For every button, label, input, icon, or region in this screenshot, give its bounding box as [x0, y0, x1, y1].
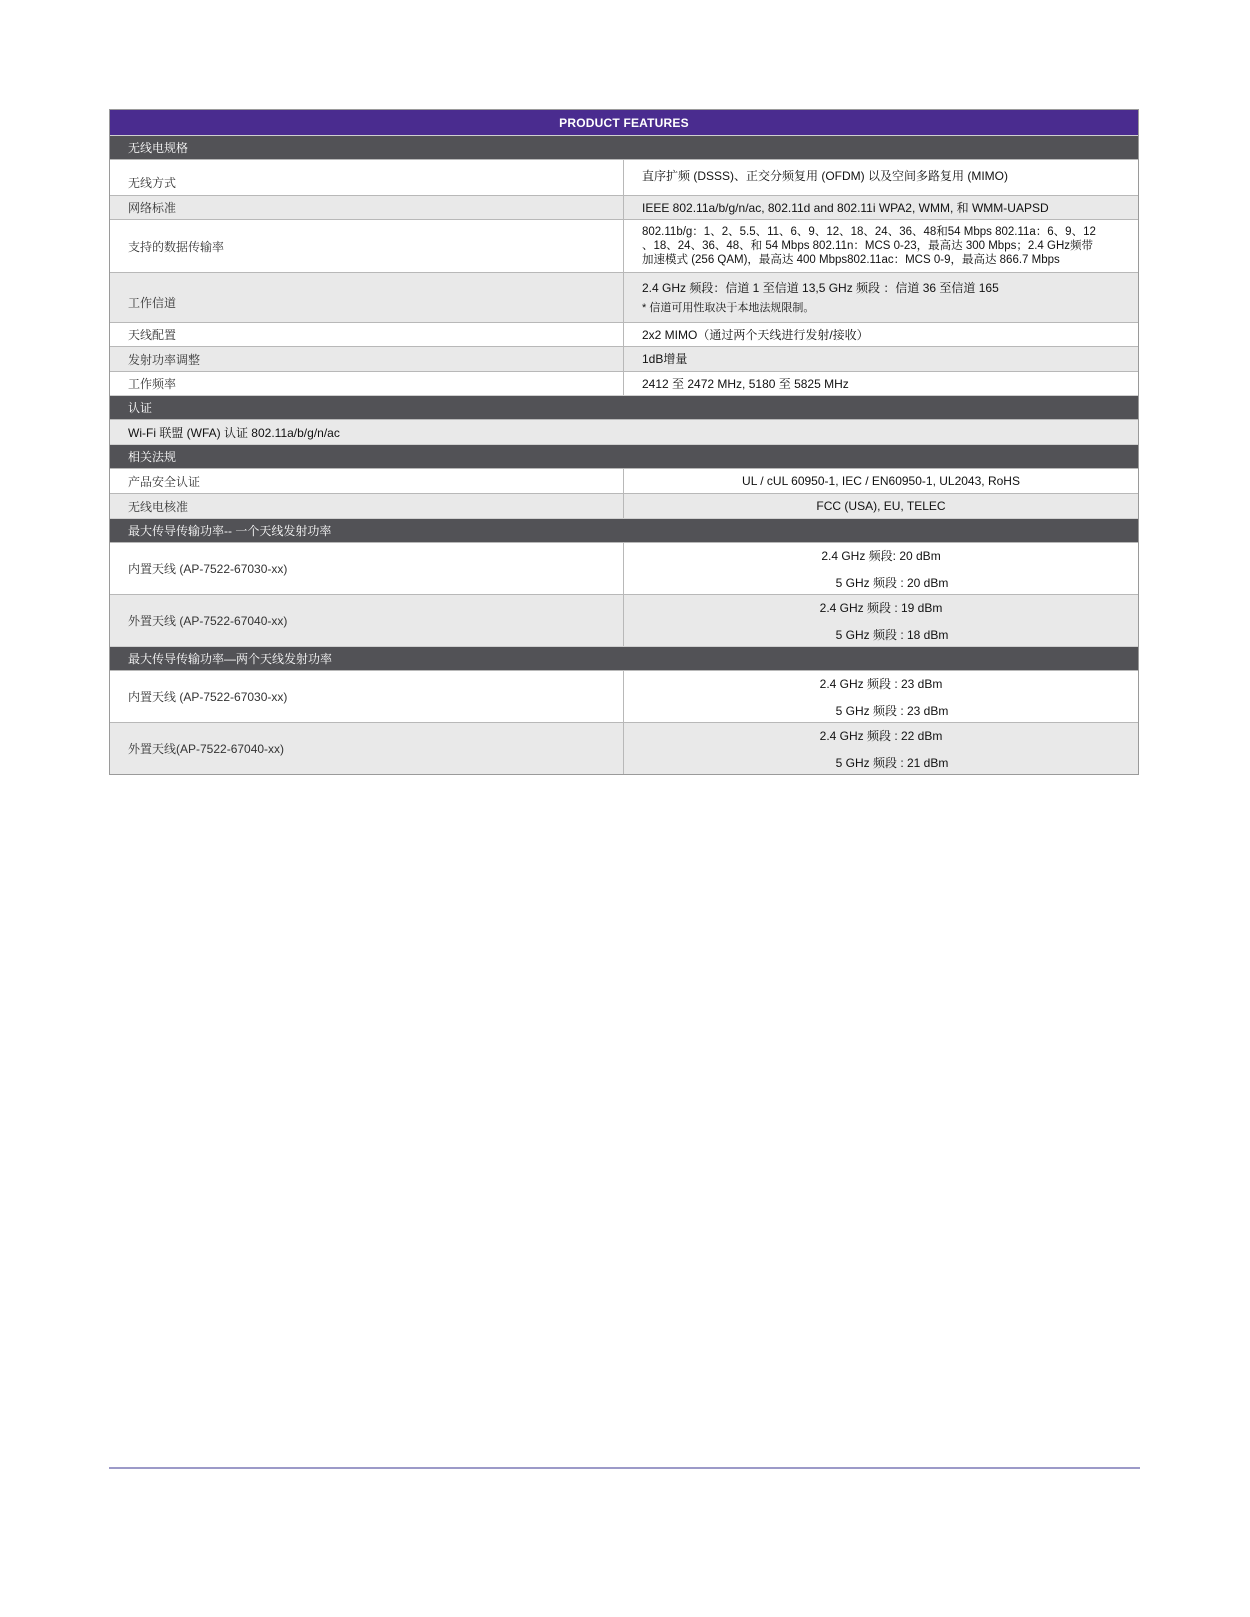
power-5ghz: 5 GHz 频段 : 23 dBm: [835, 704, 949, 718]
power-24ghz: 2.4 GHz 频段 : 22 dBm: [819, 729, 943, 743]
row-label: 产品安全认证: [110, 469, 624, 493]
row-label: 外置天线 (AP-7522-67040-xx): [110, 595, 624, 646]
power-24ghz: 2.4 GHz 频段 : 19 dBm: [819, 601, 943, 615]
table-row: [110, 371, 1138, 395]
row-value: UL / cUL 60950-1, IEC / EN60950-1, UL2043, RoHS: [742, 474, 1020, 488]
table-row: [110, 195, 1138, 219]
row-label: 天线配置: [110, 323, 624, 346]
row-value: 2x2 MIMO（通过两个天线进行发射/接收）: [642, 327, 869, 342]
row-label: 内置天线 (AP-7522-67030-xx): [110, 671, 624, 722]
section-regulatory: 相关法规: [110, 444, 1138, 468]
row-value: [624, 671, 1138, 722]
row-label: 支持的数据传输率: [110, 220, 624, 272]
table-row: [110, 594, 1138, 646]
section-one-antenna-power: 最大传导传输功率-- 一个天线发射功率: [110, 518, 1138, 542]
row-value: [624, 220, 1138, 272]
row-label: 工作频率: [110, 372, 624, 395]
table-row: [110, 493, 1138, 518]
power-24ghz: 2.4 GHz 频段: 20 dBm: [821, 549, 941, 563]
row-value: IEEE 802.11a/b/g/n/ac, 802.11d and 802.11i WPA2, WMM, 和 WMM-UAPSD: [642, 200, 1049, 215]
table-title: PRODUCT FEATURES: [110, 110, 1138, 135]
row-label: 外置天线(AP-7522-67040-xx): [110, 723, 624, 774]
table-row: [110, 322, 1138, 346]
certification-text: Wi-Fi 联盟 (WFA) 认证 802.11a/b/g/n/ac: [128, 425, 340, 440]
power-24ghz: 2.4 GHz 频段 : 23 dBm: [819, 677, 943, 691]
product-features-table: [109, 109, 1139, 775]
row-value: 2412 至 2472 MHz, 5180 至 5825 MHz: [642, 376, 849, 391]
row-label: 无线电核准: [110, 494, 624, 518]
rate-line-3: 加速模式 (256 QAM)，最高达 400 Mbps802.11ac：MCS 0-9，最高达 866.7 Mbps: [642, 254, 1060, 266]
row-value: 直序扩频 (DSSS)、正交分频复用 (OFDM) 以及空间多路复用 (MIMO): [642, 168, 1008, 183]
table-row: [110, 159, 1138, 195]
row-label: 工作信道: [110, 273, 624, 322]
table-row: [110, 346, 1138, 371]
row-label: 内置天线 (AP-7522-67030-xx): [110, 543, 624, 594]
table-row: [110, 219, 1138, 272]
row-value: FCC (USA), EU, TELEC: [816, 499, 946, 513]
channel-note: * 信道可用性取决于本地法规限制。: [642, 301, 815, 314]
section-two-antenna-power: 最大传导传输功率—两个天线发射功率: [110, 646, 1138, 670]
channel-text: 2.4 GHz 频段：信道 1 至信道 13,5 GHz 频段 ：信道 36 至信道 165: [642, 280, 999, 295]
row-value: [624, 723, 1138, 774]
section-certification: 认证: [110, 395, 1138, 419]
power-5ghz: 5 GHz 频段 : 21 dBm: [835, 756, 949, 770]
rate-line-2: 、18、24、36、48、和 54 Mbps 802.11n：MCS 0-23，最高达 300 Mbps；2.4 GHz频带: [642, 240, 1094, 252]
row-label: 网络标准: [110, 196, 624, 219]
table-row: [110, 272, 1138, 322]
footer-divider: [109, 1467, 1140, 1469]
rate-line-1: 802.11b/g：1、2、5.5、11、6、9、12、18、24、36、48和54 Mbps 802.11a：6、9、12: [642, 226, 1096, 238]
row-value: [624, 543, 1138, 594]
row-value: [624, 273, 1138, 322]
table-row: [110, 542, 1138, 594]
row-value: 1dB增量: [642, 352, 688, 366]
row-value: [624, 595, 1138, 646]
power-5ghz: 5 GHz 频段 : 20 dBm: [835, 576, 949, 590]
table-row: [110, 670, 1138, 722]
power-5ghz: 5 GHz 频段 : 18 dBm: [835, 628, 949, 642]
table-row: [110, 468, 1138, 493]
table-row: [110, 419, 1138, 444]
row-label: 无线方式: [110, 160, 624, 195]
section-radio-specs: 无线电规格: [110, 135, 1138, 159]
table-row: [110, 722, 1138, 774]
row-label: 发射功率调整: [110, 347, 624, 371]
